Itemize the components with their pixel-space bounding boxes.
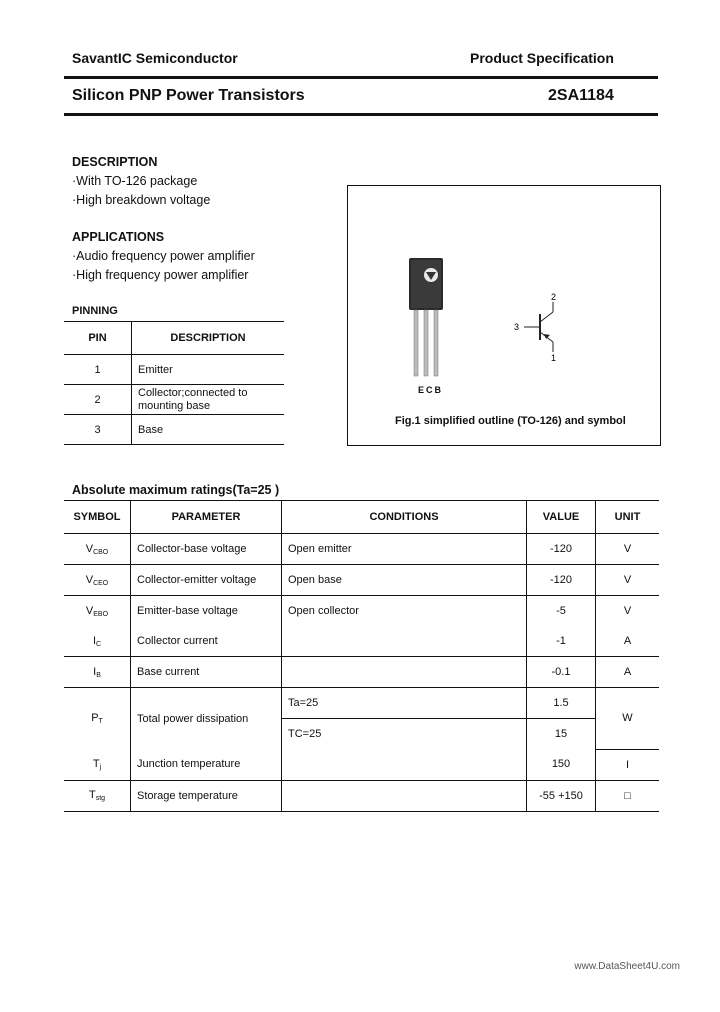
parameter: Collector-emitter voltage bbox=[131, 565, 282, 596]
parameter: Base current bbox=[131, 657, 282, 688]
symbol: V bbox=[85, 573, 94, 586]
pin-number: 1 bbox=[64, 355, 132, 385]
pin-number: 3 bbox=[64, 415, 132, 445]
description-heading: DESCRIPTION bbox=[72, 155, 158, 169]
pin-col-header: PIN bbox=[64, 322, 132, 355]
symbol-subscript: EBO bbox=[93, 610, 109, 618]
figure-caption: Fig.1 simplified outline (TO-126) and symbol bbox=[395, 415, 626, 427]
description-item: ·With TO-126 package bbox=[72, 174, 198, 188]
pin-description: Collector;connected to mounting base bbox=[132, 385, 285, 415]
parameter: Storage temperature bbox=[131, 780, 282, 811]
parameter: Emitter-base voltage bbox=[131, 596, 282, 627]
symbol-subscript: T bbox=[98, 718, 103, 725]
parameter: Collector current bbox=[131, 626, 282, 657]
parameter: Total power dissipation bbox=[131, 688, 282, 750]
col-symbol: SYMBOL bbox=[64, 501, 131, 534]
table-row bbox=[64, 355, 284, 385]
symbol: T bbox=[92, 757, 100, 770]
desc-col-header: DESCRIPTION bbox=[132, 322, 285, 355]
table-row bbox=[64, 626, 659, 657]
symbol-subscript: j bbox=[99, 763, 102, 771]
symbol-subscript: C bbox=[96, 640, 102, 648]
parameter: Collector-base voltage bbox=[131, 534, 282, 565]
conditions: TC=25 bbox=[282, 719, 527, 750]
figure-box bbox=[347, 185, 661, 446]
pin-order-label: ECB bbox=[418, 385, 444, 395]
col-conditions: CONDITIONS bbox=[282, 501, 527, 534]
applications-heading: APPLICATIONS bbox=[72, 230, 165, 244]
ratings-heading: Absolute maximum ratings(Ta=25 ) bbox=[72, 483, 280, 497]
symbol: V bbox=[85, 542, 94, 555]
conditions bbox=[282, 626, 527, 657]
value: -0.1 bbox=[527, 657, 596, 688]
conditions bbox=[282, 657, 527, 688]
to126-package-image bbox=[400, 255, 460, 385]
value: 150 bbox=[527, 749, 596, 780]
symbol: I bbox=[93, 665, 97, 678]
conditions: Open collector bbox=[282, 596, 527, 627]
symbol-subscript: stg bbox=[95, 795, 106, 802]
unit: A bbox=[596, 626, 660, 657]
col-unit: UNIT bbox=[596, 501, 660, 534]
pnp-transistor-symbol bbox=[510, 290, 570, 365]
unit: □ bbox=[596, 780, 660, 811]
symbol-emitter-label: 1 bbox=[551, 353, 557, 363]
table-row bbox=[64, 596, 659, 627]
applications-item: ·High frequency power amplifier bbox=[72, 268, 249, 282]
company-name: SavantIC Semiconductor bbox=[72, 50, 238, 66]
unit: W bbox=[596, 688, 660, 750]
table-row bbox=[64, 385, 284, 415]
value: -55 +150 bbox=[527, 780, 596, 811]
unit: V bbox=[596, 565, 660, 596]
product-title: Silicon PNP Power Transistors bbox=[72, 87, 305, 104]
symbol-subscript: B bbox=[96, 671, 101, 679]
part-number: 2SA1184 bbox=[548, 87, 614, 104]
conditions: Open base bbox=[282, 565, 527, 596]
table-row bbox=[64, 657, 659, 688]
symbol-base-label: 3 bbox=[514, 322, 520, 332]
col-parameter: PARAMETER bbox=[131, 501, 282, 534]
table-row bbox=[64, 780, 659, 811]
symbol: I bbox=[92, 634, 96, 647]
value: 1.5 bbox=[527, 688, 596, 719]
col-value: VALUE bbox=[527, 501, 596, 534]
symbol-collector-label: 2 bbox=[551, 292, 557, 302]
applications-item: ·Audio frequency power amplifier bbox=[72, 249, 255, 263]
ratings-table bbox=[64, 500, 659, 812]
pin-number: 2 bbox=[64, 385, 132, 415]
description-item: ·High breakdown voltage bbox=[72, 193, 211, 207]
unit: V bbox=[623, 605, 632, 617]
value: -120 bbox=[527, 565, 596, 596]
table-row bbox=[64, 749, 659, 780]
symbol-subscript: CEO bbox=[93, 579, 109, 587]
title-rule bbox=[64, 113, 658, 116]
symbol: P bbox=[91, 712, 99, 724]
parameter: Junction temperature bbox=[131, 749, 282, 780]
table-row bbox=[64, 688, 659, 719]
table-row bbox=[64, 415, 284, 445]
pin-description: Emitter bbox=[132, 355, 285, 385]
conditions: Open emitter bbox=[282, 534, 527, 565]
pin-description: Base bbox=[132, 415, 285, 445]
value: 15 bbox=[527, 719, 596, 750]
header-rule bbox=[64, 76, 658, 79]
symbol: T bbox=[88, 789, 96, 801]
unit: I bbox=[596, 749, 660, 780]
pinning-heading: PINNING bbox=[72, 305, 118, 317]
doc-type: Product Specification bbox=[470, 50, 614, 66]
symbol-subscript: CBO bbox=[93, 548, 109, 556]
table-row bbox=[64, 565, 659, 596]
symbol: V bbox=[85, 604, 94, 617]
value: -120 bbox=[527, 534, 596, 565]
value: -1 bbox=[527, 626, 596, 657]
watermark: www.DataSheet4U.com bbox=[574, 961, 680, 972]
pinning-table bbox=[64, 321, 284, 445]
unit: A bbox=[596, 657, 660, 688]
conditions: Ta=25 bbox=[282, 688, 527, 719]
unit: V bbox=[596, 534, 660, 565]
value: -5 bbox=[527, 596, 596, 627]
table-row bbox=[64, 534, 659, 565]
